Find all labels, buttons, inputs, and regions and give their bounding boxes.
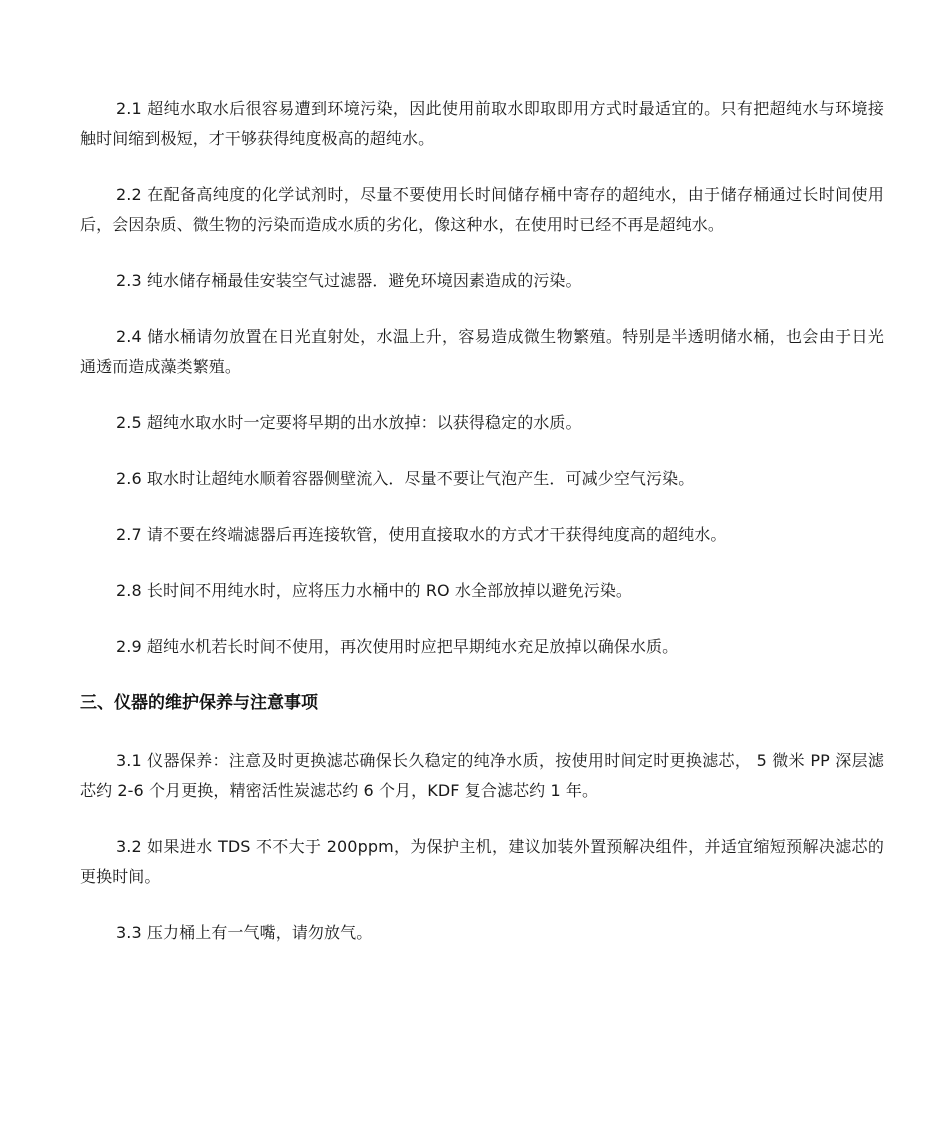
paragraph-2-5: 2.5 超纯水取水时一定要将早期的出水放掉：以获得稳定的水质。 [116, 413, 582, 432]
paragraph-2-3: 2.3 纯水储存桶最佳安装空气过滤器．避免环境因素造成的污染。 [116, 271, 582, 290]
paragraph-3-3: 3.3 压力桶上有一气嘴，请勿放气。 [116, 923, 373, 942]
paragraph-2-4: 2.4 储水桶请勿放置在日光直射处，水温上升，容易造成微生物繁殖。特别是半透明储水桶，也会由于日光通透而造成藻类繁殖。 [80, 327, 884, 376]
paragraph-2-1: 2.1 超纯水取水后很容易遭到环境污染，因此使用前取水即取即用方式时最适宜的。只有把超纯水与环境接触时间缩到极短，才干够获得纯度极高的超纯水。 [80, 99, 884, 148]
paragraph-2-9: 2.9 超纯水机若长时间不使用，再次使用时应把早期纯水充足放掉以确保水质。 [116, 637, 679, 656]
paragraph-3-2: 3.2 如果进水 TDS 不不大于 200ppm，为保护主机，建议加装外置预解决组件，并适宜缩短预解决滤芯的更换时间。 [80, 837, 884, 886]
paragraph-2-8: 2.8 长时间不用纯水时，应将压力水桶中的 RO 水全部放掉以避免污染。 [116, 581, 633, 600]
paragraph-2-6: 2.6 取水时让超纯水顺着容器侧壁流入．尽量不要让气泡产生．可减少空气污染。 [116, 469, 695, 488]
document-body [80, 94, 884, 974]
paragraph-3-1: 3.1 仪器保养：注意及时更换滤芯确保长久稳定的纯净水质，按使用时间定时更换滤芯， 5 微米 PP 深层滤芯约 2-6 个月更换，精密活性炭滤芯约 6 个月，KDF 复合滤芯约 1 年。 [80, 751, 884, 800]
paragraph-2-2: 2.2 在配备高纯度的化学试剂时，尽量不要使用长时间储存桶中寄存的超纯水，由于储存桶通过长时间使用后，会因杂质、微生物的污染而造成水质的劣化，像这种水，在使用时已经不再是超纯水。 [80, 185, 884, 234]
paragraph-2-7: 2.7 请不要在终端滤器后再连接软管，使用直接取水的方式才干获得纯度高的超纯水。 [116, 525, 727, 544]
section-3-heading: 三、仪器的维护保养与注意事项 [80, 693, 318, 713]
